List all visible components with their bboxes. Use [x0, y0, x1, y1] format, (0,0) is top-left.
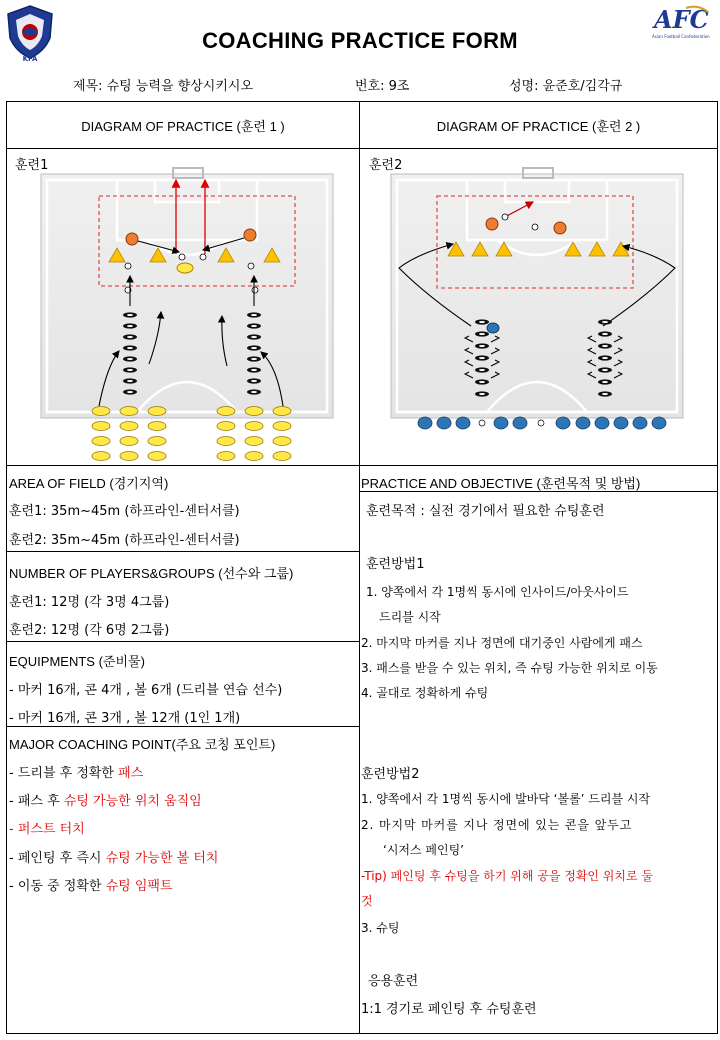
applied-title: 응용훈련: [368, 974, 419, 989]
method2-title: 훈련방법2: [361, 767, 420, 782]
method2-tip-line-1: -Tip) 페인팅 후 슈팅을 하기 위해 공을 정확인 위치로 둘: [361, 869, 653, 883]
applied-text: 1:1 경기로 페인팅 후 슈팅훈련: [361, 1002, 537, 1017]
method1-step-3: 3. 패스를 받을 수 있는 위치, 즉 슈팅 가능한 위치로 이동: [361, 661, 658, 675]
kfa-logo-text: KFA: [22, 55, 38, 62]
equipments-title: EQUIPMENTS (준비물): [9, 654, 145, 669]
method2-step-2-cont: ‘시저스 페인팅’: [383, 843, 464, 857]
right-diagram-header: DIAGRAM OF PRACTICE (훈련 2 ): [436, 118, 641, 134]
coaching-point-5: - 이동 중 정확한 슈팅 임팩트: [9, 879, 173, 894]
name-label: 성명: 윤준호/김각규: [509, 79, 623, 94]
method2-tip-line-2: 것: [361, 894, 373, 908]
area-line-2: 훈련2: 35m~45m (하프라인-센터서클): [9, 533, 240, 548]
area-title: AREA OF FIELD (경기지역): [9, 476, 169, 491]
form-table: [6, 101, 718, 1034]
players-line-2: 훈련2: 12명 (각 6명 2그룹): [9, 623, 170, 638]
diagram1-field: [37, 166, 337, 466]
coaching-title: MAJOR COACHING POINT(주요 코칭 포인트): [9, 737, 276, 752]
method1-step-1: 1. 양쪽에서 각 1명씩 동시에 인사이드/아웃사이드: [366, 585, 629, 599]
equipments-line-1: - 마커 16개, 콘 4개 , 볼 6개 (드리블 연습 선수): [9, 683, 283, 698]
left-diagram-header: DIAGRAM OF PRACTICE (훈련 1 ): [81, 118, 285, 134]
header-divider: [7, 148, 717, 149]
afc-logo-text: AFC: [654, 5, 709, 34]
method1-step-2: 2. 마지막 마커를 지나 정면에 대기중인 사람에게 패스: [361, 636, 643, 650]
method1-step-1-cont: 드리블 시작: [379, 610, 441, 624]
players-line-1: 훈련1: 12명 (각 3명 4그룹): [9, 595, 170, 610]
players-title: NUMBER OF PLAYERS&GROUPS (선수와 그룹): [9, 566, 294, 581]
column-divider: [359, 102, 360, 1033]
method2-step-2: 2. 마지막 마커를 지나 정면에 있는 콘을 앞두고: [361, 818, 633, 832]
afc-subtitle: Asian Football Confederation: [652, 34, 710, 39]
method2-step-1: 1. 양쪽에서 각 1명씩 동시에 발바닥 ‘볼롤’ 드리블 시작: [361, 792, 651, 806]
equipments-divider: [7, 726, 359, 727]
practice-title: PRACTICE AND OBJECTIVE (훈련목적 및 방법): [361, 476, 641, 491]
diagram1-label: 훈련1: [15, 158, 49, 173]
players-divider: [7, 641, 359, 642]
number-label: 번호: 9조: [355, 79, 410, 94]
method2-step-3: 3. 슈팅: [361, 921, 400, 935]
form-title: COACHING PRACTICE FORM: [202, 28, 518, 53]
coaching-point-2: - 패스 후 슈팅 가능한 위치 움직임: [9, 794, 202, 809]
practice-title-divider: [360, 491, 717, 492]
equipments-line-2: - 마커 16개, 콘 3개 , 볼 12개 (1인 1개): [9, 711, 241, 726]
diagram-bottom-divider: [7, 465, 717, 466]
coaching-point-1: - 드리블 후 정확한 패스: [9, 766, 144, 781]
area-line-1: 훈련1: 35m~45m (하프라인-센터서클): [9, 504, 240, 519]
coaching-point-3: - 퍼스트 터치: [9, 822, 85, 837]
method1-title: 훈련방법1: [366, 557, 425, 572]
coaching-point-4: - 페인팅 후 즉시 슈팅 가능한 볼 터치: [9, 851, 219, 866]
diagram2-label: 훈련2: [369, 158, 403, 173]
area-divider: [7, 551, 359, 552]
subject-label: 제목: 슈팅 능력을 향상시키시오: [73, 79, 254, 94]
method1-step-4: 4. 골대로 정확하게 슈팅: [361, 686, 489, 700]
diagram2-field: [387, 166, 687, 436]
objective-text: 훈련목적 : 실전 경기에서 필요한 슈팅훈련: [366, 504, 605, 519]
